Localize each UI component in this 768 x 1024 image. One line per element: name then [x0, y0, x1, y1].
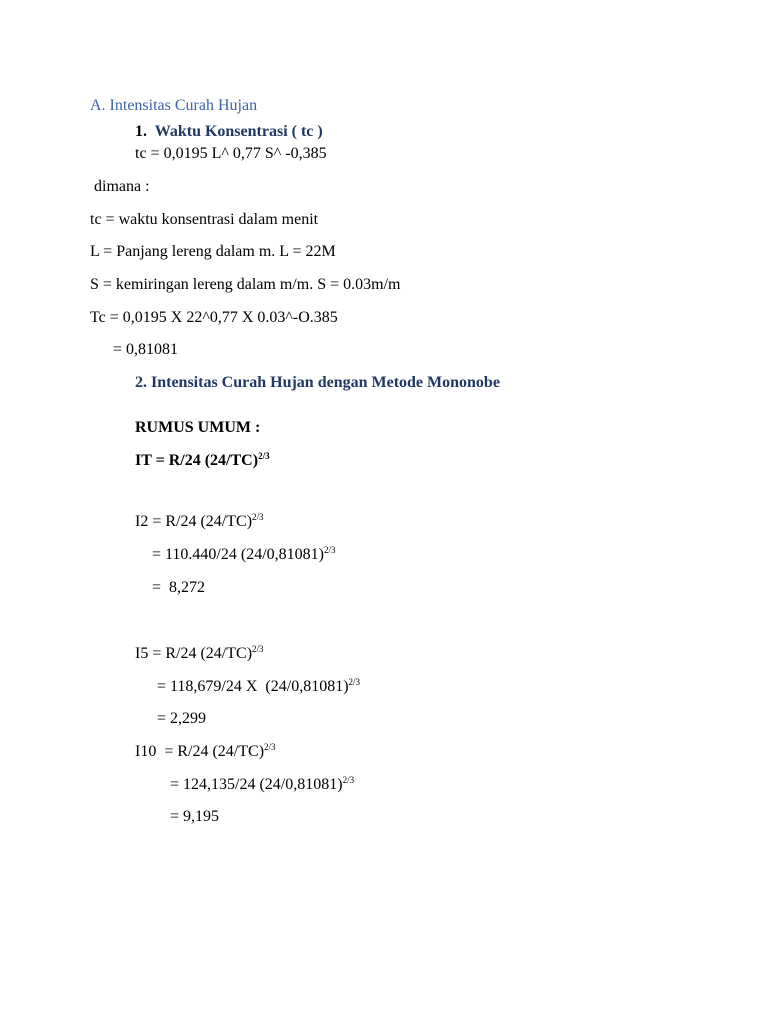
- i5-subst-exponent: 2/3: [348, 677, 361, 687]
- i10-result: = 9,195: [170, 808, 220, 825]
- rumus-formula: [135, 451, 270, 471]
- definition-S: S = kemiringan lereng dalam m/m. S = 0.03m/m: [90, 276, 401, 293]
- definition-L: L = Panjang lereng dalam m. L = 22M: [90, 243, 336, 260]
- i2-formula-text: I2 = R/24 (24/TC): [135, 513, 253, 530]
- i5-formula-text: I5 = R/24 (24/TC): [135, 645, 253, 662]
- item1-heading: [135, 122, 323, 142]
- i2-subst-text: = 110.440/24 (24/0,81081): [152, 546, 324, 563]
- i2-subst-exponent: 2/3: [323, 545, 336, 555]
- i2-result: = 8,272: [152, 579, 206, 596]
- i5-result: = 2,299: [157, 710, 207, 727]
- i5-subst-text: = 118,679/24 X (24/0,81081): [157, 678, 349, 695]
- tc-calculation: Tc = 0,0195 X 22^0,77 X 0.03^-O.385: [90, 309, 338, 326]
- section-title: A. Intensitas Curah Hujan: [90, 97, 258, 114]
- dimana-label: dimana :: [90, 178, 150, 195]
- i10-subst-text: = 124,135/24 (24/0,81081): [170, 776, 343, 793]
- i10-formula-exponent: 2/3: [264, 742, 276, 752]
- i5-formula-exponent: 2/3: [252, 644, 264, 654]
- i2-formula-exponent: 2/3: [252, 512, 264, 522]
- item1-number: 1.: [135, 123, 147, 140]
- rumus-umum-label: RUMUS UMUM :: [135, 419, 261, 436]
- i10-subst-exponent: 2/3: [342, 775, 355, 785]
- i10-substitution: [170, 775, 354, 795]
- tc-result: = 0,81081: [113, 341, 179, 358]
- i10-formula: [135, 742, 276, 762]
- item2-heading: 2. Intensitas Curah Hujan dengan Metode Mononobe: [135, 374, 500, 391]
- definition-tc: tc = waktu konsentrasi dalam menit: [90, 211, 319, 228]
- rumus-exponent: 2/3: [258, 451, 270, 461]
- rumus-base: IT = R/24 (24/TC): [135, 452, 259, 469]
- i2-formula: [135, 512, 264, 532]
- tc-formula: tc = 0,0195 L^ 0,77 S^ -0,385: [135, 145, 327, 162]
- i5-substitution: [157, 677, 360, 697]
- i2-substitution: [152, 545, 336, 565]
- item1-title: Waktu Konsentrasi ( tc ): [154, 123, 323, 140]
- i10-formula-text: I10 = R/24 (24/TC): [135, 743, 265, 760]
- i5-formula: [135, 644, 264, 664]
